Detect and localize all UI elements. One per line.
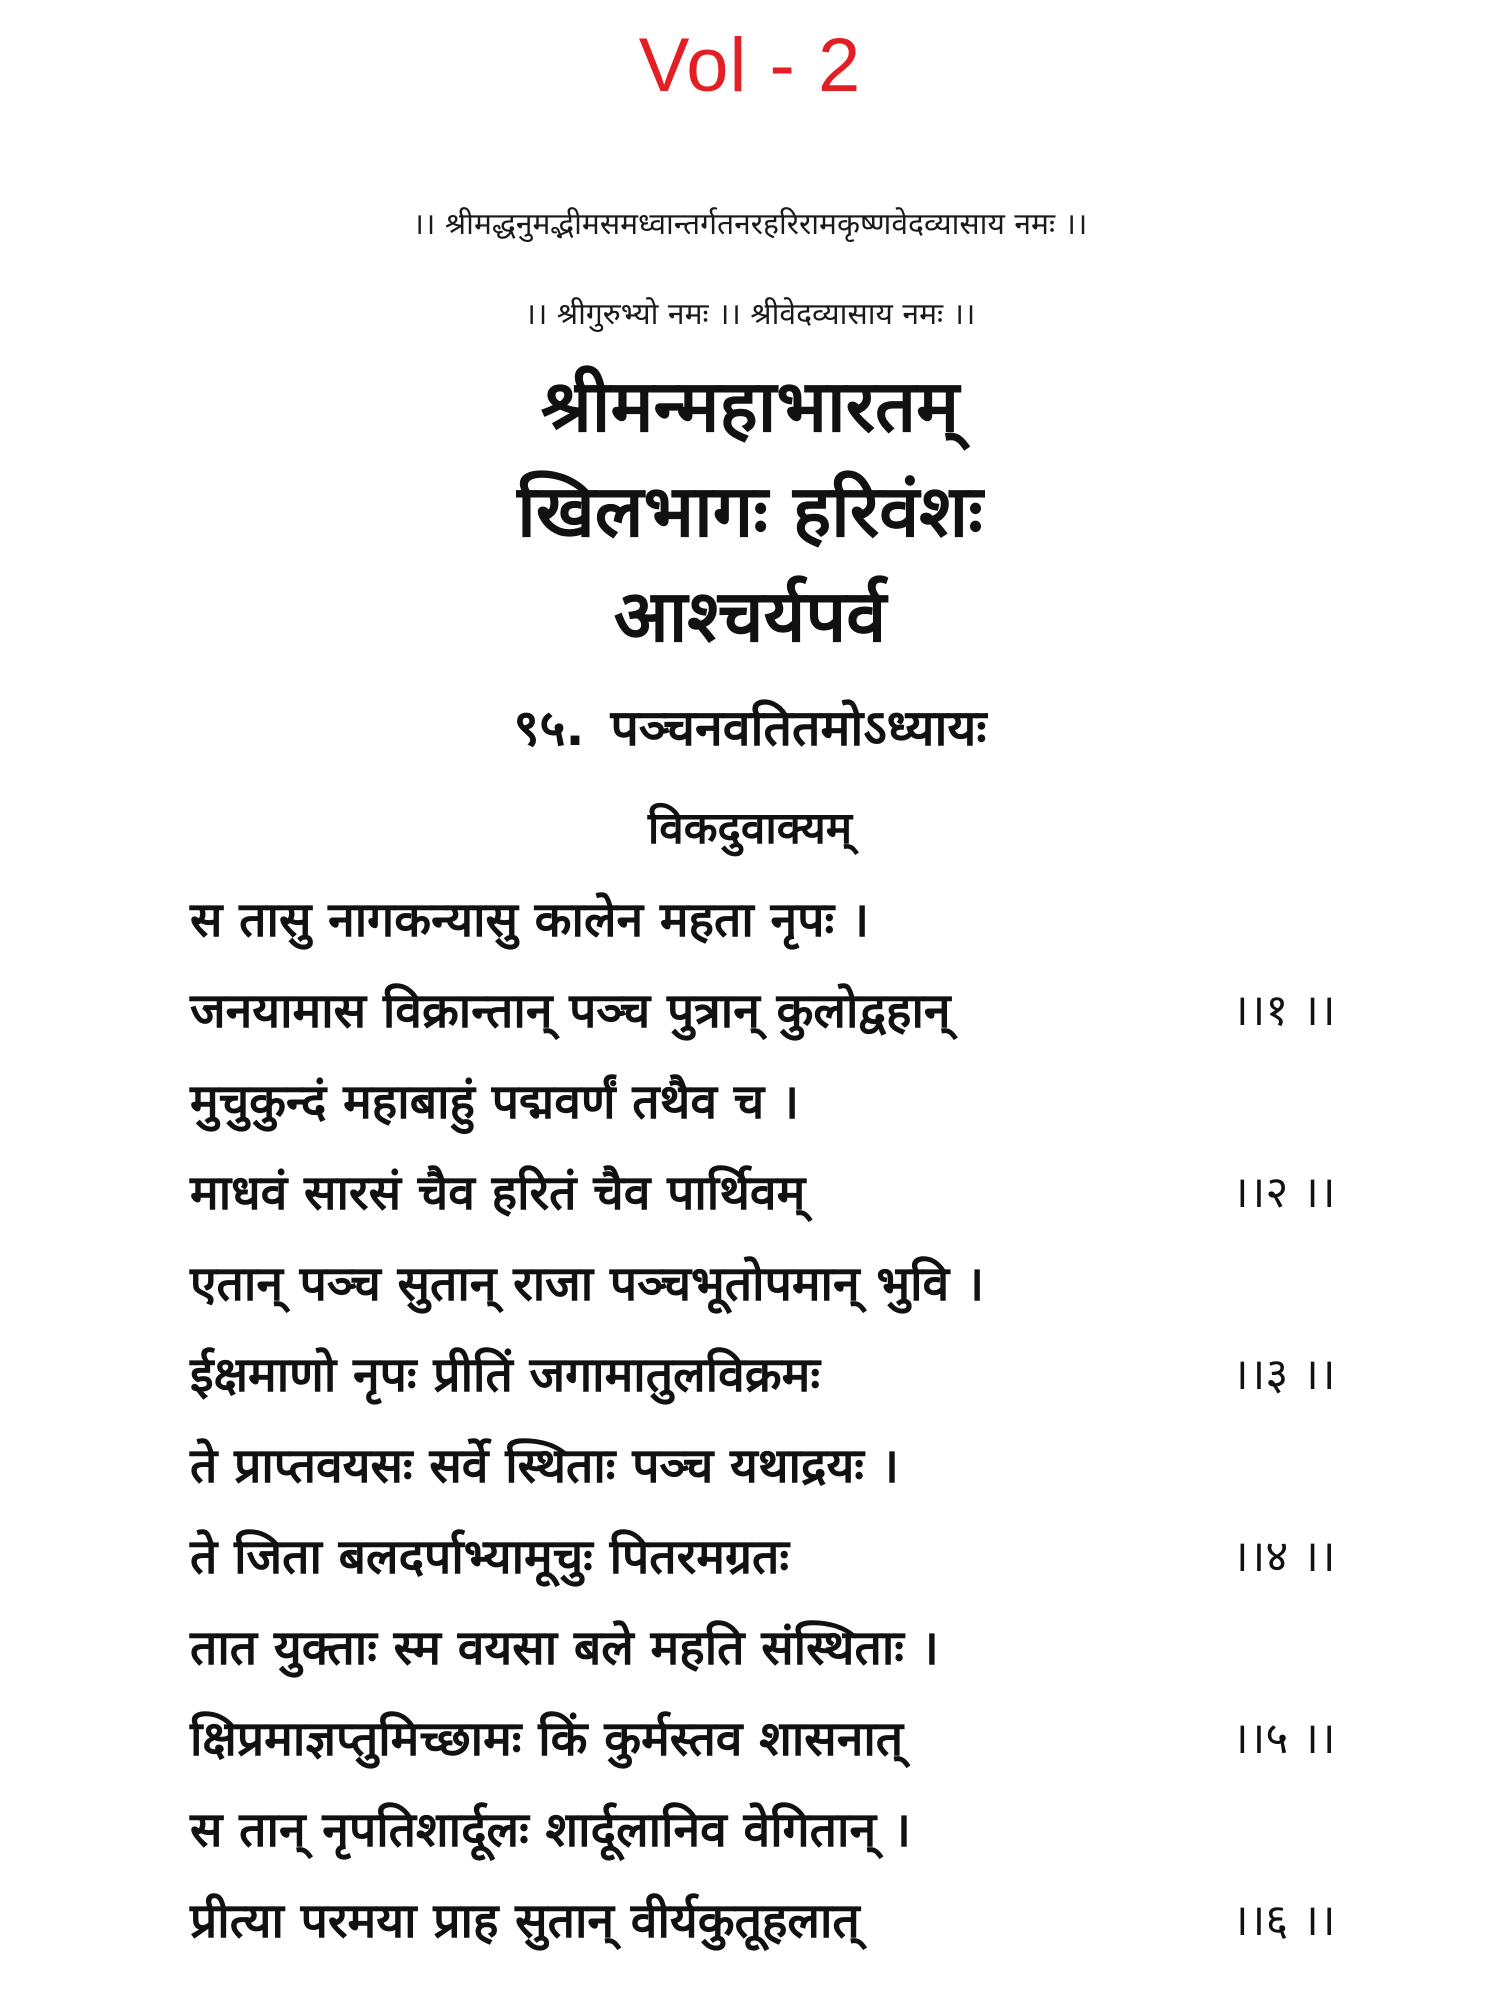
verse-text: मुचुकुन्दं महाबाहुं पद्मवर्णं तथैव च । xyxy=(190,1074,800,1130)
title-mahabharatam: श्रीमन्महाभारतम् xyxy=(540,364,960,448)
verse-line xyxy=(0,1157,1500,1248)
verse-text: प्रीत्या परमया प्राह सुतान् वीर्यकुतूहलात् xyxy=(190,1893,860,1949)
verse-line xyxy=(0,1339,1500,1430)
verse-text: तात युक्ताः स्म वयसा बले महति संस्थिताः । xyxy=(190,1620,939,1676)
volume-label: Vol - 2 xyxy=(638,23,862,108)
verse-text: क्षिप्रमाज्ञप्तुमिच्छामः किं कुर्मस्तव शासनात् xyxy=(190,1711,904,1767)
verse-text: ते प्राप्तवयसः सर्वे स्थिताः पञ्च यथाद्रयः । xyxy=(190,1438,899,1494)
verse-number: ।।३ ।। xyxy=(1232,1349,1336,1400)
chapter-name: पञ्चनवतितमोऽध्यायः xyxy=(610,699,987,757)
verse-line xyxy=(0,1703,1500,1794)
verse-line xyxy=(0,1885,1500,1976)
verse-number: ।।६ ।। xyxy=(1232,1895,1336,1946)
title-khilabhaga-harivamsha: खिलभागः हरिवंशः xyxy=(517,469,983,553)
verse-line xyxy=(0,1430,1500,1521)
verse-list xyxy=(0,884,1500,1976)
verse-line xyxy=(0,1794,1500,1885)
chapter-heading xyxy=(0,692,1500,760)
verse-line xyxy=(0,1066,1500,1157)
verse-text: जनयामास विक्रान्तान् पञ्च पुत्रान् कुलोद्वहान् xyxy=(190,983,951,1039)
chapter-subtitle: विकदुवाक्यम् xyxy=(647,803,853,854)
title-ashcharyaparva: आश्चर्यपर्व xyxy=(613,574,887,658)
verse-text: ईक्षमाणो नृपः प्रीतिं जगामातुलविक्रमः xyxy=(190,1347,821,1403)
invocation-line-2: ।। श्रीगुरुभ्यो नमः ।। श्रीवेदव्यासाय नमः ।। xyxy=(524,297,976,332)
invocation-line-1: ।। श्रीमद्धनुमद्भीमसमध्वान्तर्गतनरहरिरामकृष्णवेदव्यासाय नमः ।। xyxy=(412,207,1088,242)
chapter-number: ९५. xyxy=(513,699,585,757)
verse-line xyxy=(0,975,1500,1066)
verse-number: ।।४ ।। xyxy=(1232,1531,1336,1582)
verse-line xyxy=(0,1521,1500,1612)
verse-number: ।।२ ।। xyxy=(1232,1167,1336,1218)
verse-line xyxy=(0,1612,1500,1703)
verse-line xyxy=(0,1248,1500,1339)
verse-text: एतान् पञ्च सुतान् राजा पञ्चभूतोपमान् भुवि । xyxy=(190,1256,985,1312)
verse-line xyxy=(0,884,1500,975)
verse-text: माधवं सारसं चैव हरितं चैव पार्थिवम् xyxy=(190,1165,806,1221)
verse-number: ।।१ ।। xyxy=(1232,985,1336,1036)
verse-number: ।।५ ।। xyxy=(1232,1713,1336,1764)
verse-text: ते जिता बलदर्पाभ्यामूचुः पितरमग्रतः xyxy=(190,1529,790,1585)
verse-text: स तासु नागकन्यासु कालेन महता नृपः । xyxy=(190,892,870,948)
verse-text: स तान् नृपतिशार्दूलः शार्दूलानिव वेगितान् । xyxy=(190,1802,911,1858)
